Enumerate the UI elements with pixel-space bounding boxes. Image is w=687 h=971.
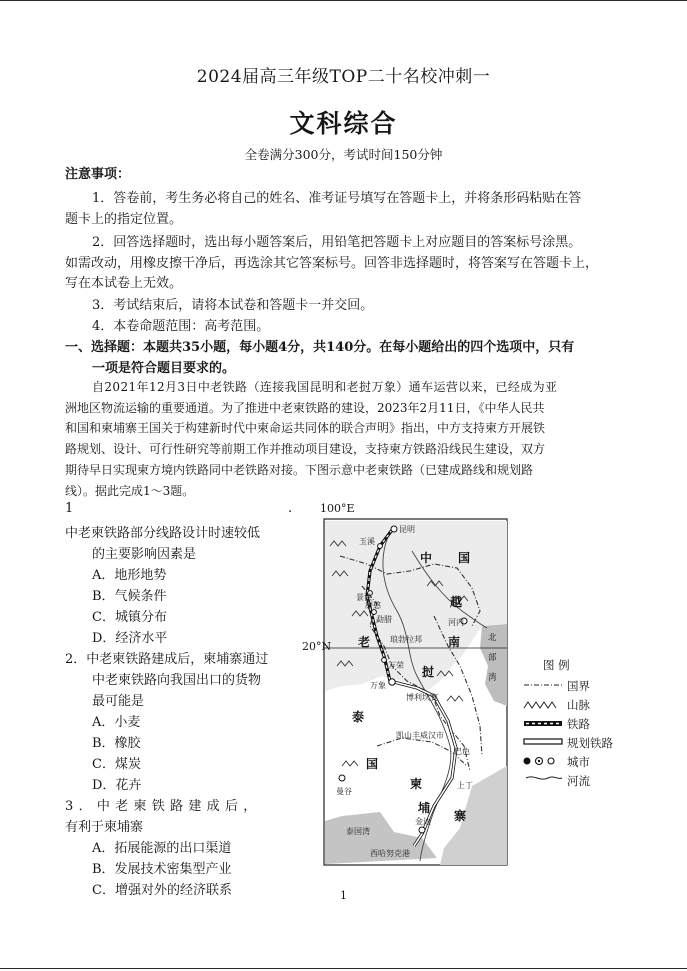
gulf-of-thailand-label: 泰国湾: [346, 827, 370, 836]
legend-railway: 铁路: [567, 717, 590, 731]
legend-city: 城市: [567, 755, 590, 769]
country-laos-2: 挝: [422, 665, 435, 679]
legend-symbols: [520, 678, 568, 788]
legend-river: 河流: [567, 774, 590, 788]
passage-line-3: 和国和柬埔寨王国关于构建新时代中柬命运共同体的联合声明》指出，中方支持柬方开展铁: [65, 421, 546, 435]
lon-label: 100°E: [320, 502, 355, 515]
exam-subtitle: 全卷满分300分，考试时间150分钟: [244, 147, 443, 162]
city-kaisone: 凯山丰威汉市: [396, 731, 444, 740]
question-1-stem-a: 中老柬铁路部分线路设计时速较低: [65, 526, 261, 541]
country-vietnam-1: 越: [450, 595, 463, 609]
question-2-option-b: B．橡胶: [92, 736, 141, 751]
city-mengla: 勐腊: [376, 615, 392, 624]
page-number: 1: [340, 889, 347, 902]
question-2-option-c: C．煤炭: [92, 757, 141, 772]
city-hanoi: 河内: [448, 618, 464, 627]
legend-mountain: 山脉: [567, 698, 590, 712]
exam-header: 2024届高三年级TOP二十名校冲刺一: [196, 67, 491, 87]
country-cambodia-3: 寨: [454, 809, 467, 823]
question-3-stem-a: 3．中老柬铁路建成后，: [65, 799, 262, 814]
question-3-option-a: A．拓展能源的出口渠道: [92, 841, 232, 856]
note-1a: 1．答卷前，考生务必将自己的姓名、准考证号填写在答题卡上，并将条形码粘贴在答: [92, 191, 582, 206]
exam-title: 文科综合: [289, 109, 398, 138]
note-2b: 如需改动，用橡皮擦干净后，再选涂其它答案标号。回答非选择题时，将答案写在答题卡上，: [65, 256, 599, 271]
lat-label: 20°N: [302, 640, 332, 653]
passage-line-6: 线）。据此完成1～3题。: [65, 484, 195, 498]
passage-line-5: 期待早日实现柬方境内铁路同中老铁路对接。下图示意中老柬铁路（已建成路线和规划路: [65, 463, 534, 477]
country-laos-1: 老: [358, 635, 371, 649]
country-china-1: 中: [420, 551, 433, 565]
country-china-2: 国: [458, 551, 471, 565]
legend-title: 图 例: [543, 658, 570, 672]
question-3-option-b: B．发展技术密集型产业: [92, 862, 232, 877]
city-yuxi: 玉溪: [359, 537, 375, 546]
country-thailand-1: 泰: [352, 710, 365, 724]
country-cambodia-1: 柬: [410, 777, 423, 791]
city-kunming: 昆明: [399, 525, 415, 534]
beibu-gulf-1: 北: [488, 633, 497, 643]
bottom-border: [0, 968, 687, 969]
country-vietnam-2: 南: [448, 635, 461, 649]
city-jinghong: 景洪: [356, 593, 372, 602]
beibu-gulf-3: 湾: [488, 673, 497, 683]
notes-heading: 注意事项：: [65, 167, 131, 182]
city-vientiane: 万象: [370, 681, 386, 690]
question-1-option-a: A．地形地势: [92, 568, 167, 583]
note-2a: 2．回答选择题时，选出每小题答案后，用铅笔把答题卡上对应题目的答案标号涂黑。: [92, 235, 582, 250]
question-1-dot: .: [288, 501, 293, 516]
legend-city-symbol: [548, 758, 554, 764]
country-thailand-2: 国: [366, 757, 379, 771]
question-2-stem-a: 2．中老柬铁路建成后，柬埔寨通过: [65, 652, 269, 667]
passage-line-4: 路规划、设计、可行性研究等前期工作并推动项目建设，支持柬方铁路沿线民生建设，双方: [65, 442, 546, 456]
passage-line-1: 自2021年12月3日中老铁路（连接我国昆明和老挝万象）通车运营以来，已经成为亚: [92, 380, 558, 394]
legend-planned-symbol: [524, 739, 562, 744]
legend-planned-railway: 规划铁路: [567, 736, 613, 750]
note-3: 3．考试结束后，请将本试卷和答题卡一并交回。: [92, 298, 374, 313]
city-sihanoukville: 西哈努克港: [370, 849, 410, 858]
question-3-option-c: C．增强对外的经济联系: [92, 883, 232, 898]
section-heading-line1: 一、选择题：本题共35小题，每小题4分，共140分。在每小题给出的四个选项中，只有: [65, 340, 575, 355]
question-1-option-d: D．经济水平: [92, 631, 168, 646]
city-mohan: 磨憨: [365, 601, 381, 610]
note-4: 4．本卷命题范围：高考范围。: [92, 319, 270, 334]
question-1-option-b: B．气候条件: [92, 589, 167, 604]
question-3-stem-b: 有利于柬埔寨: [65, 820, 144, 835]
question-2-option-a: A．小麦: [92, 715, 141, 730]
legend-capital-symbol: [524, 758, 531, 765]
legend-river-symbol: [526, 777, 562, 779]
city-vang-vieng: 万荣: [388, 661, 404, 670]
question-1-number: 1: [65, 501, 74, 516]
question-2-stem-c: 最可能是: [92, 694, 145, 709]
city-luang-prabang: 琅勃拉邦: [390, 635, 422, 644]
legend-border: 国界: [567, 679, 590, 693]
question-1-stem-b: 的主要影响因素是: [92, 547, 197, 562]
city-bangkok: 曼谷: [336, 787, 352, 796]
beibu-gulf-2: 部: [488, 653, 497, 663]
section-heading-line2: 一项是符合题目要求的。: [92, 361, 236, 376]
question-2-option-d: D．花卉: [92, 778, 142, 793]
top-border: [0, 0, 687, 1]
city-phnom-penh: 金边: [415, 817, 431, 826]
question-2-stem-b: 中老柬铁路向我国出口的货物: [92, 673, 262, 688]
note-1b: 题卡上的指定位置。: [65, 212, 183, 227]
note-2c: 写在本试卷上无效。: [65, 276, 183, 291]
city-pakse: 巴色: [454, 747, 470, 756]
city-stung-treng: 上丁: [457, 781, 473, 790]
legend-mountain-symbol: [524, 702, 556, 708]
question-1-option-c: C．城镇分布: [92, 610, 167, 625]
passage-line-2: 洲地区物流运输的重要通道。为了推进中老柬铁路的建设，2023年2月11日，《中华人民共: [65, 401, 545, 415]
country-cambodia-2: 埔: [418, 801, 431, 815]
city-borikhamxay: 博利坎赛: [406, 693, 438, 702]
